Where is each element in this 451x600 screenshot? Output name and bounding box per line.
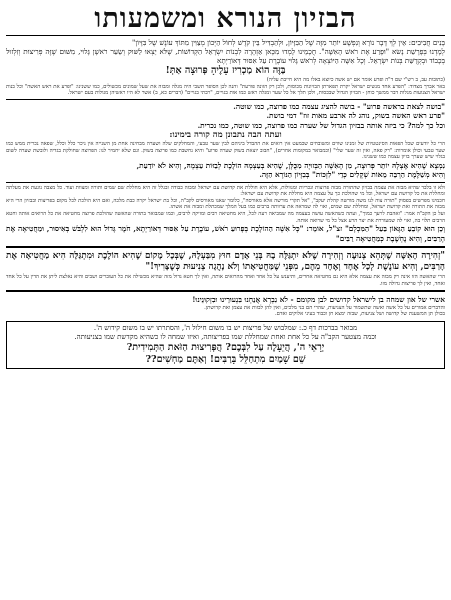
page-title: הבזיון הנורא ומשמעותו — [6, 4, 445, 36]
section3-body2: חכמינו מפרשים בפסוק "תורה צוה לנו משה מורשה קהלת יעקב", "אל תקרי מורשה אלא מאורסה", כלומר שאנו מאורסים לקב"ה, וכל בת ישראל יקרה כבת מלכה, ואם היא הולכת לכל מקום בפריצות ובבזיון הרי היא מבזה את התורה ואת קדושת ישראל, ומחללת שם שמים, ואוי לה שמראה את ערוותה ברבים כמו בעל המלך שמכתלת ומבזה את אשתו. — [6, 197, 445, 211]
quote2-line1: "בושה לצאת בראשה פרוע" - בושה להציג עצמה כמו פרוצה, כמו שוטה. — [233, 101, 445, 111]
intro-line2: לְמָדְנוּ בְּפָרָשַׁת נָשׂא "וּפָרַע אֶת רֹאשׁ הָאִשָּׁה". חֲכָמֵינוּ לָמְדוּ מִכָּאן אַזְהָרָה לִבְנוֹת יִשְׂרָאֵל הַקְּדוֹשׁוֹת, שֶׁלֹּא יֵצְאוּ לַשּׁוּק וְשֵׂעַר רֹאשָׁן גָּלוּי, מִשּׁוּם שֶׁזֶּה פְּרִיצוּת וְזִלְזוּל בְּכָבוֹד וּבְקְדֻשַּׁת בְּנוֹת יִשְׂרָאֵל. וְכָל אִשָּׁה הַיּוֹצְאָה לְרֹאשׁ גָּלוּי עוֹבֶרֶת עַל אִסּוּר דְּאוֹרַיְתָא — [6, 47, 445, 65]
section2-heading: ועתה הבה נתבונן מה קורה בימינו: — [169, 130, 282, 140]
box-heading: "זְהִירָה הָאִשָּׁה שֶׁתְּהֵא צְנוּעָה וְזְהִירָה שֶׁלֹּא יִתְגַּלֶּה בָהּ בְּנֵי אָדָם חוּץ מִבַּעְלָהּ, שֶׁבְּכָל מָקוֹם שֶׁהִיא הוֹלֶכֶת וּמִתְגַּלָּה הִיא מַחֲטִיאָה אֶת הָרַבִּים, וְהִיא עוֹנֶשֶׁת לְכָל אֶחָד וְאֶחָד מֵהֶם, מִפְּנֵי שֶׁמַּחֲטִיאָתוֹ וְלֹא נָהֲגָה צְנִיעוּת כְּשֶׁצָּרִיךְ!" — [6, 250, 445, 273]
section3-body4: וְכֵן הוּא קוֹבֵעַ הַגָּאוֹן בַּעַל "הַמִּכְלָם" זצ"ל, אוֹמֵר: "כָּל אִשָּׁה הַהוֹלֶכֶת בְּפָרוּעַ רֹאשׁ, עוֹבֶרֶת עַל אִסּוּר דְּאוֹרַיְתָא, חֹמֶר גָּדוֹל הוּא לִלְבֹּשׁ בְּאִיסוּר, וּמַחֲטִיאָה אֶת הָרַבִּים, וְהִיא נֶחְשֶׁבֶת כְּמַחֲטִיאָה רַבִּים" — [6, 224, 445, 243]
fine-paragraph-1: באר אברך מצדוד: "הפרע אחד מנשים ישראל יקרת תפארתן הבזיונות מכוסות, ולכן רק הזונה פורעת" והנה לכן הסופר תשבי היה מגלה ומבזה את שעל שמונים מכשולים, כמו ששנינו: "ופרע את ראש האשה" וכל בנות ישראל הצנועות מגלות דבר ממשך כוחן - הבזיון הגדול שבכסות, ולכן תלך אל כל שער ומגלה ראש כמו אות בגויים, "רבתי בגויים" (דברים כא, ב) אשר לא היו ראשיהן מגולות בעם ישראל. — [6, 83, 445, 97]
closing-line1: אשרי של און שמחה בן לישראל קדושים לבן מקומם - לֹא נִבְרָא אֲנַחְנוּ בִּנְעוּרֵינוּ וּבִזְקוּנֵינוּ! — [192, 295, 445, 305]
section3-body1: ולא זו בלבד שהיא מבזה את עצמה בבזיון שהתורה מבזה פרוצות ונכריות ומנוולות, אלא היא חוללת את קדושת עם ישראל ומבזה כבודה ובגלל זה היא מחללת שם שמים ותורה ומצוות ועוד. כל מצבה נוגעת את מעלתה ומחללת את כל קדושת עם ישראל, וכל מי שהולכת כך על עצמה היא מחללת את קדושת עם ישראל: — [6, 184, 445, 198]
intro-line1: בָּנִים חֲבִיבִים: אֵין לְךָ דָּבָר נוֹרָא וְנִפְשָׁע יוֹתֵר מִזֶּה שֶׁל הַבִּזָּיוֹן, וּלְהַבְדִּיל בֵּין קֹדֶשׁ לְחוֹל הַיְּכוֹן מְצַוִּין מִתּוֹךְ עוֹנֶשׁ שֶׁל בִּזָּיוֹן" — [132, 38, 445, 47]
section2-body1: הרי כל יודעים שכל הפאות הסינטטיות של זמנינו שווים ומשובחים שכמעט אין רואים את ההבדל ביניהם לבין שער טבעי, והמחלקים שלה ושערה מבחינה אחת מן השנייה אין ניכר כלל וכלל, שפאה נכרית ממש כמו שער טבעי וכולן אומרות: "רק פאה, ואין זה שער שלי" (וכמבואר במקומות אחרים), "חבוב יוצאת בשוק שערה פרוע" והיא נחשבת כמו פרוצה בשוק. וגם שלא יחמיר לנו: הפרוצה שחולקת בגדיה ולובשת שערה לשום בגלוי שיש שערך בזיון עצמה כמו ששנינו. — [6, 141, 445, 161]
divider-thick — [6, 246, 445, 248]
box-body: הרי שהאשה הזו אינה רק מבזה את עצמה אלא היא גם מחטיאה אחרים, ותיענש על כל אחד ואחד מהרואים אותה, ואין לך חטא גדול מזה שהיא מכשילה את כל העוברים ושבים והיא נאלצת ליתן את הדין על כל אחד ואחד, ואין לך פריצות גדולה מזו. — [6, 273, 445, 287]
section2-body3: וְהִיא מְשַׁלֶּמֶת הַרְבֵּה מֵאוֹת שְׁקָלִים כְּדֵי "לִזְכּוֹת" בְּבִזָּיוֹן הַנּוֹרָא הַזֶּה. — [259, 170, 445, 180]
section3-body3: ועל כן הקב"ה אמר: "ואהבת לרעך כמוך", ועתה כשהאשה עושה בעצמה מה שמביאה רעה לכל, היא מחטיאה רבים ומזיקה לרבים, וכמו שמבואר בתורה שהאשה שהולכת פרוצה מחטיאה את כל הרואים אותה וחטא הרבים תלוי בה, ואוי לה שמעוררת את יצר הרע אצל כל מי שרואה אותה. — [6, 210, 445, 224]
intro-quote: בַּזֶּה הוֹא מַכְרִיז עָלֶיהָ פְּרוּצָה אַתְּ! — [165, 65, 286, 76]
bottom-question1: יְרָאֵי ה', הֲיֵעָלֶה עַל לִבְּכֶם? הֲפְּרִיצוּת הַזֹּאת הַתְּמִידִית? — [126, 341, 325, 353]
divider — [6, 182, 445, 183]
divider — [6, 99, 445, 100]
quote2-line2: "פרע ראש האשה בשוק, נוהג לה ארבע מאות זוז" דמי בושת. — [266, 111, 445, 121]
section2-body2: נִמְצָא שֶׁהִיא אֶצְלָהּ יוֹתֵר פְּרוּצָה, מִן הָאִשָּׁה הַבְּזוּיָה מִכֻּלָּן, שֶׁהִיא בְּעַצְמָהּ הוֹלֶכֶת לְבַזּוֹת עַצְמָהּ, וְהִיא לֹא יוֹדַעַת, — [136, 160, 445, 170]
bottom-question2: שֵׁם שָׁמַיִם מִתְחַלֵּל בָּרַבִּים! וְאַתֶּם מַחְשִׁים?? — [145, 353, 306, 365]
bottom-box — [6, 321, 445, 369]
closing-line2: והדברים אמורים על כל אשה ואשה שתשמור על הצניעות, שהרי הם בני מלכים, ואין להן לבזות את עצמן ואת קדושתן. — [204, 304, 445, 311]
quote2-line3: וכל כך למה? כי ביזה אותה בבזיון הגדול של שערה כמו פרוצה, כמו שוטה, כמו נכרית. — [197, 120, 445, 130]
divider-thick — [6, 290, 445, 292]
closing-line3: בכולן תן המשענת של קדושה ושל צניעות, שבזה ימצא חן וכבוד בעיני אלוקים ואדם. — [274, 311, 445, 318]
intro-source: (כתובות עב, ב רש"י שם ד"ה ופרע אומר אם יש אשה כיוצא באלו מה היא חייבת עליה) — [266, 77, 445, 83]
bottom-line1: מבואר בברכות דף כ.: שמלבוש של פריצות יש בו משום חילול ה', והסתרתו יש בו משום קידוש ה'. — [93, 323, 358, 332]
bottom-line2: וכמה מצטער הקב"ה על כל אחת ואחת שמחללת שמו בפריצותה, ואיזו שמחה לו כשהיא מקדשת שמו בצניעותה. — [74, 332, 377, 341]
